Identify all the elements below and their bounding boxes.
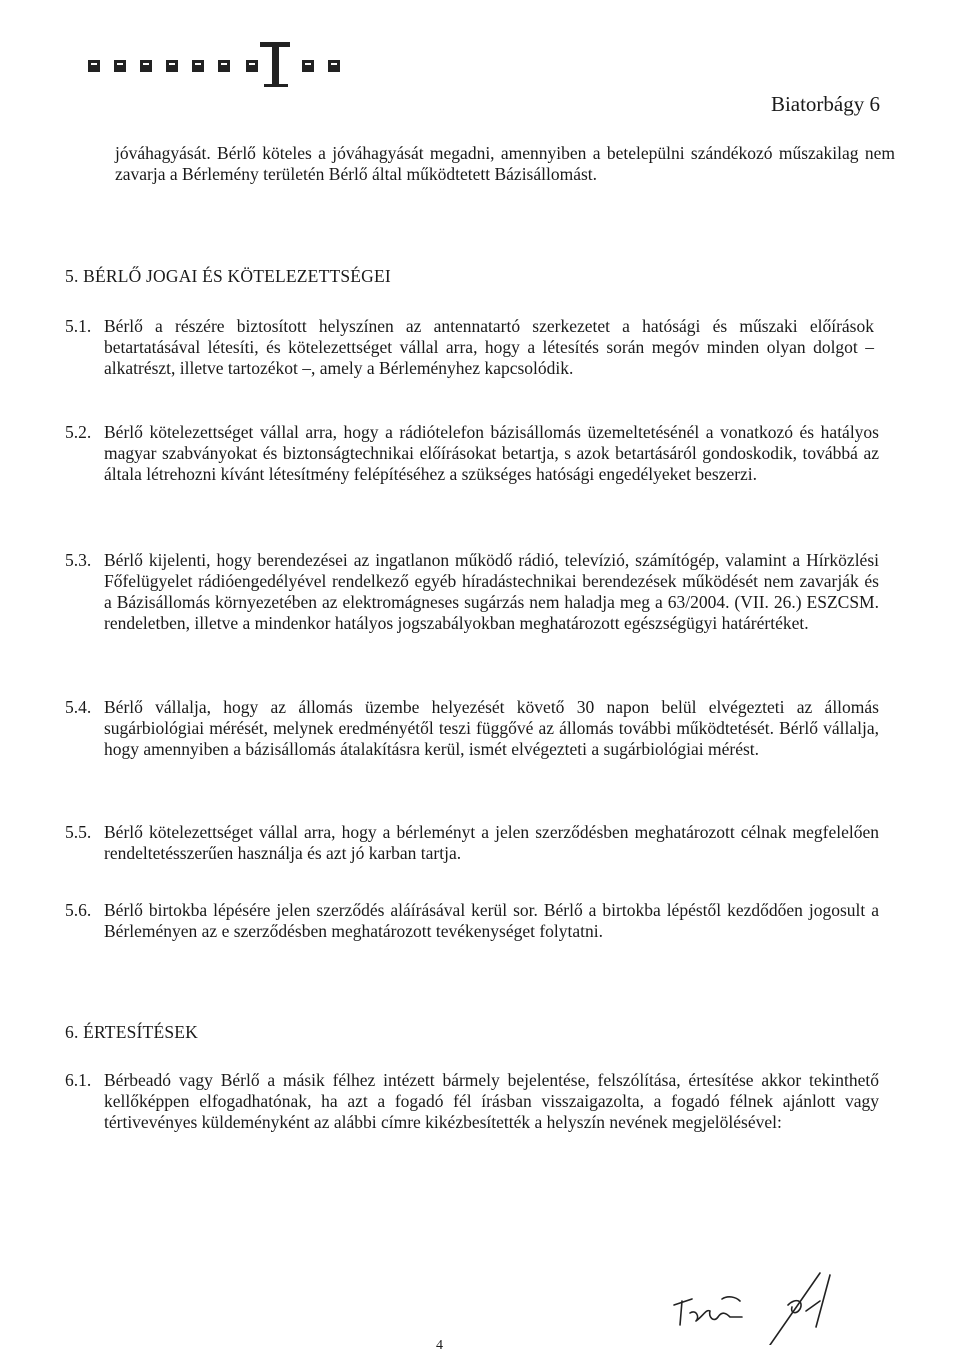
- logo-t-stem: [272, 42, 279, 86]
- place-and-page-header: Biatorbágy 6: [770, 92, 880, 116]
- clause-5-6: [104, 900, 879, 942]
- clause-number: 5.5.: [65, 822, 92, 842]
- intro-paragraph: [115, 143, 895, 185]
- clause-text: Bérlő kötelezettséget vállal arra, hogy a bérleményt a jelen szerződésben meghatározott célnak megfelelően rendeltetésszerűen használja és azt jó karban tartja.: [104, 822, 879, 863]
- logo-square-3: [140, 60, 152, 72]
- clause-5-5: [104, 822, 879, 864]
- clause-number: 6.1.: [65, 1070, 92, 1090]
- clause-text: Bérlő vállalja, hogy az állomás üzembe helyezését követő 30 napon belül elvégezteti az állomás sugárbiológiai mérését, melynek eredményétől teszi függővé az állomás további működtetését. Bérlő vállalja, hogy amennyiben a bázisállomás átalakításra kerül, ismét elvégezteti a sugárbiológiai mérést.: [104, 697, 879, 759]
- clause-6-1: [104, 1070, 879, 1133]
- logo-square-5: [192, 60, 204, 72]
- company-logo: [88, 40, 388, 90]
- section-5-heading: 5. BÉRLŐ JOGAI ÉS KÖTELEZETTSÉGEI: [65, 266, 391, 286]
- clause-text: Bérlő kötelezettséget vállal arra, hogy a rádiótelefon bázisállomás üzemeltetésénél a vonatkozó és hatályos magyar szabványokat és biztonságtechnikai előírásokat betartja, s azok betartásáról gondoskodik, továbbá az általa létrehozni kívánt létesítmény felépítéséhez a szükséges hatósági engedélyeket beszerzi.: [104, 422, 879, 484]
- logo-square-4: [166, 60, 178, 72]
- logo-square-9: [328, 60, 340, 72]
- clause-text: Bérlő a részére biztosított helyszínen az antennatartó szerkezetet a hatósági és műszaki előírások betartatásával létesíti, és kötelezettséget vállal arra, hogy a létesítés során megóv minden olyan dolgot – alkatrészt, illetve tartozékot –, amely a Bérleményhez kapcsolódik.: [104, 316, 874, 378]
- intro-text: jóváhagyását. Bérlő köteles a jóváhagyását megadni, amennyiben a betelepülni szándékozó műszakilag nem zavarja a Bérlemény területén Bérlő által működtetett Bázisállomást.: [115, 143, 895, 184]
- clause-number: 5.1.: [65, 316, 92, 336]
- logo-square-6: [218, 60, 230, 72]
- logo-square-2: [114, 60, 126, 72]
- clause-5-2: [104, 422, 879, 485]
- clause-number: 5.3.: [65, 550, 92, 570]
- clause-number: 5.6.: [65, 900, 92, 920]
- logo-square-7: [246, 60, 258, 72]
- clause-text: Bérlő birtokba lépésére jelen szerződés aláírásával kerül sor. Bérlő a birtokba lépéstől kezdődően jogosult a Bérleményen az e szerződésben meghatározott tevékenységet folytatni.: [104, 900, 879, 941]
- clause-text: Bérlő kijelenti, hogy berendezései az ingatlanon működő rádió, televízió, számítógép, valamint a Hírközlési Főfelügyelet rádióengedélyével rendelkező egyéb híradástechnikai berendezések működését nem zavarják és a Bázisállomás környezetében az elektromágneses sugárzás nem haladja meg a 63/2004. (VII. 26.) ESZCSM. rendeletben, illetve a mindenkor hatályos jogszabályokban meghatározott egészségügyi határértéket.: [104, 550, 879, 633]
- signature-icon: [670, 1265, 850, 1345]
- clause-5-1: [104, 316, 874, 379]
- clause-text: Bérbeadó vagy Bérlő a másik félhez intézett bármely bejelentése, felszólítása, értesítése akkor tekinthető kellőképpen elfogadhatónak, ha azt a fogadó fél írásban visszaigazolta, a fogadó félnek ajánlott vagy tértivevényes küldeményként az alábbi címre kikézbesítették a helyszín nevének megjelölésével:: [104, 1070, 879, 1132]
- logo-square-8: [302, 60, 314, 72]
- clause-number: 5.4.: [65, 697, 92, 717]
- section-6-heading: 6. ÉRTESÍTÉSEK: [65, 1022, 198, 1042]
- page-number: 4: [436, 1338, 443, 1353]
- clause-number: 5.2.: [65, 422, 92, 442]
- logo-square-1: [88, 60, 100, 72]
- clause-5-3: [104, 550, 879, 634]
- clause-5-4: [104, 697, 879, 760]
- logo-icon: [88, 40, 388, 90]
